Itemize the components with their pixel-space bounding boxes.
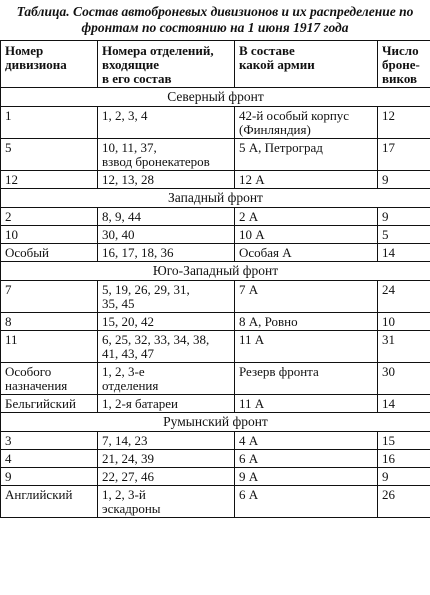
table-row <box>1 281 430 313</box>
cell-division-number: Английский <box>1 486 98 518</box>
cell-army: 4 А <box>235 432 378 450</box>
front-section-row <box>1 413 430 432</box>
cell-army: 12 А <box>235 171 378 189</box>
table-row <box>1 244 430 262</box>
cell-army: Особая А <box>235 244 378 262</box>
cell-section-numbers: 21, 24, 39 <box>98 450 235 468</box>
cell-armored-car-count: 9 <box>378 171 430 189</box>
table-caption: Таблица. Состав автоброневых дивизионов и их распределение по фронтам по состоянию на 1 июня 1917 года <box>16 4 414 35</box>
cell-armored-car-count: 31 <box>378 331 430 363</box>
front-section-row <box>1 262 430 281</box>
table-row <box>1 313 430 331</box>
cell-section-numbers: 1, 2, 3, 4 <box>98 107 235 139</box>
cell-armored-car-count: 15 <box>378 432 430 450</box>
table-row <box>1 171 430 189</box>
cell-army: 2 А <box>235 208 378 226</box>
table-row <box>1 107 430 139</box>
cell-division-number: Особого назначения <box>1 363 98 395</box>
cell-armored-car-count: 16 <box>378 450 430 468</box>
cell-armored-car-count: 12 <box>378 107 430 139</box>
cell-division-number: 10 <box>1 226 98 244</box>
header-armored-car-count: Число броне- виков <box>378 41 430 88</box>
cell-division-number: 11 <box>1 331 98 363</box>
cell-armored-car-count: 14 <box>378 395 430 413</box>
front-name: Румынский фронт <box>1 413 430 432</box>
cell-division-number: Особый <box>1 244 98 262</box>
header-army: В составе какой армии <box>235 41 378 88</box>
cell-army: Резерв фронта <box>235 363 378 395</box>
cell-armored-car-count: 26 <box>378 486 430 518</box>
cell-army: 11 А <box>235 395 378 413</box>
front-name: Западный фронт <box>1 189 430 208</box>
cell-division-number: 2 <box>1 208 98 226</box>
cell-armored-car-count: 9 <box>378 208 430 226</box>
front-section-row <box>1 88 430 107</box>
cell-army: 7 А <box>235 281 378 313</box>
cell-division-number: 12 <box>1 171 98 189</box>
table-row <box>1 139 430 171</box>
cell-section-numbers: 6, 25, 32, 33, 34, 38, 41, 43, 47 <box>98 331 235 363</box>
cell-section-numbers: 22, 27, 46 <box>98 468 235 486</box>
cell-division-number: Бельгийский <box>1 395 98 413</box>
cell-section-numbers: 1, 2-я батареи <box>98 395 235 413</box>
table-row <box>1 486 430 518</box>
cell-division-number: 3 <box>1 432 98 450</box>
cell-army: 6 А <box>235 450 378 468</box>
table-row <box>1 226 430 244</box>
front-name: Юго-Западный фронт <box>1 262 430 281</box>
cell-division-number: 1 <box>1 107 98 139</box>
cell-armored-car-count: 5 <box>378 226 430 244</box>
cell-army: 10 А <box>235 226 378 244</box>
cell-section-numbers: 1, 2, 3-й эскадроны <box>98 486 235 518</box>
cell-army: 6 А <box>235 486 378 518</box>
cell-section-numbers: 30, 40 <box>98 226 235 244</box>
cell-army: 11 А <box>235 331 378 363</box>
cell-army: 8 А, Ровно <box>235 313 378 331</box>
cell-army: 9 А <box>235 468 378 486</box>
cell-section-numbers: 12, 13, 28 <box>98 171 235 189</box>
cell-armored-car-count: 17 <box>378 139 430 171</box>
cell-division-number: 8 <box>1 313 98 331</box>
cell-armored-car-count: 14 <box>378 244 430 262</box>
header-section-numbers: Номера отделений, входящие в его состав <box>98 41 235 88</box>
table-row <box>1 468 430 486</box>
cell-section-numbers: 15, 20, 42 <box>98 313 235 331</box>
table-row <box>1 450 430 468</box>
cell-section-numbers: 10, 11, 37, взвод бронекатеров <box>98 139 235 171</box>
cell-section-numbers: 5, 19, 26, 29, 31, 35, 45 <box>98 281 235 313</box>
cell-division-number: 7 <box>1 281 98 313</box>
table-row <box>1 363 430 395</box>
cell-division-number: 9 <box>1 468 98 486</box>
cell-armored-car-count: 9 <box>378 468 430 486</box>
divisions-table <box>0 40 430 518</box>
table-header-row <box>1 41 430 88</box>
cell-section-numbers: 8, 9, 44 <box>98 208 235 226</box>
cell-division-number: 4 <box>1 450 98 468</box>
table-row <box>1 395 430 413</box>
cell-section-numbers: 7, 14, 23 <box>98 432 235 450</box>
cell-armored-car-count: 10 <box>378 313 430 331</box>
cell-division-number: 5 <box>1 139 98 171</box>
cell-armored-car-count: 24 <box>378 281 430 313</box>
table-body <box>1 88 430 518</box>
cell-armored-car-count: 30 <box>378 363 430 395</box>
cell-section-numbers: 1, 2, 3-е отделения <box>98 363 235 395</box>
header-division-number: Номер дивизиона <box>1 41 98 88</box>
cell-army: 5 А, Петроград <box>235 139 378 171</box>
front-section-row <box>1 189 430 208</box>
cell-section-numbers: 16, 17, 18, 36 <box>98 244 235 262</box>
cell-army: 42-й особый корпус (Финляндия) <box>235 107 378 139</box>
table-row <box>1 432 430 450</box>
front-name: Северный фронт <box>1 88 430 107</box>
table-row <box>1 331 430 363</box>
table-row <box>1 208 430 226</box>
